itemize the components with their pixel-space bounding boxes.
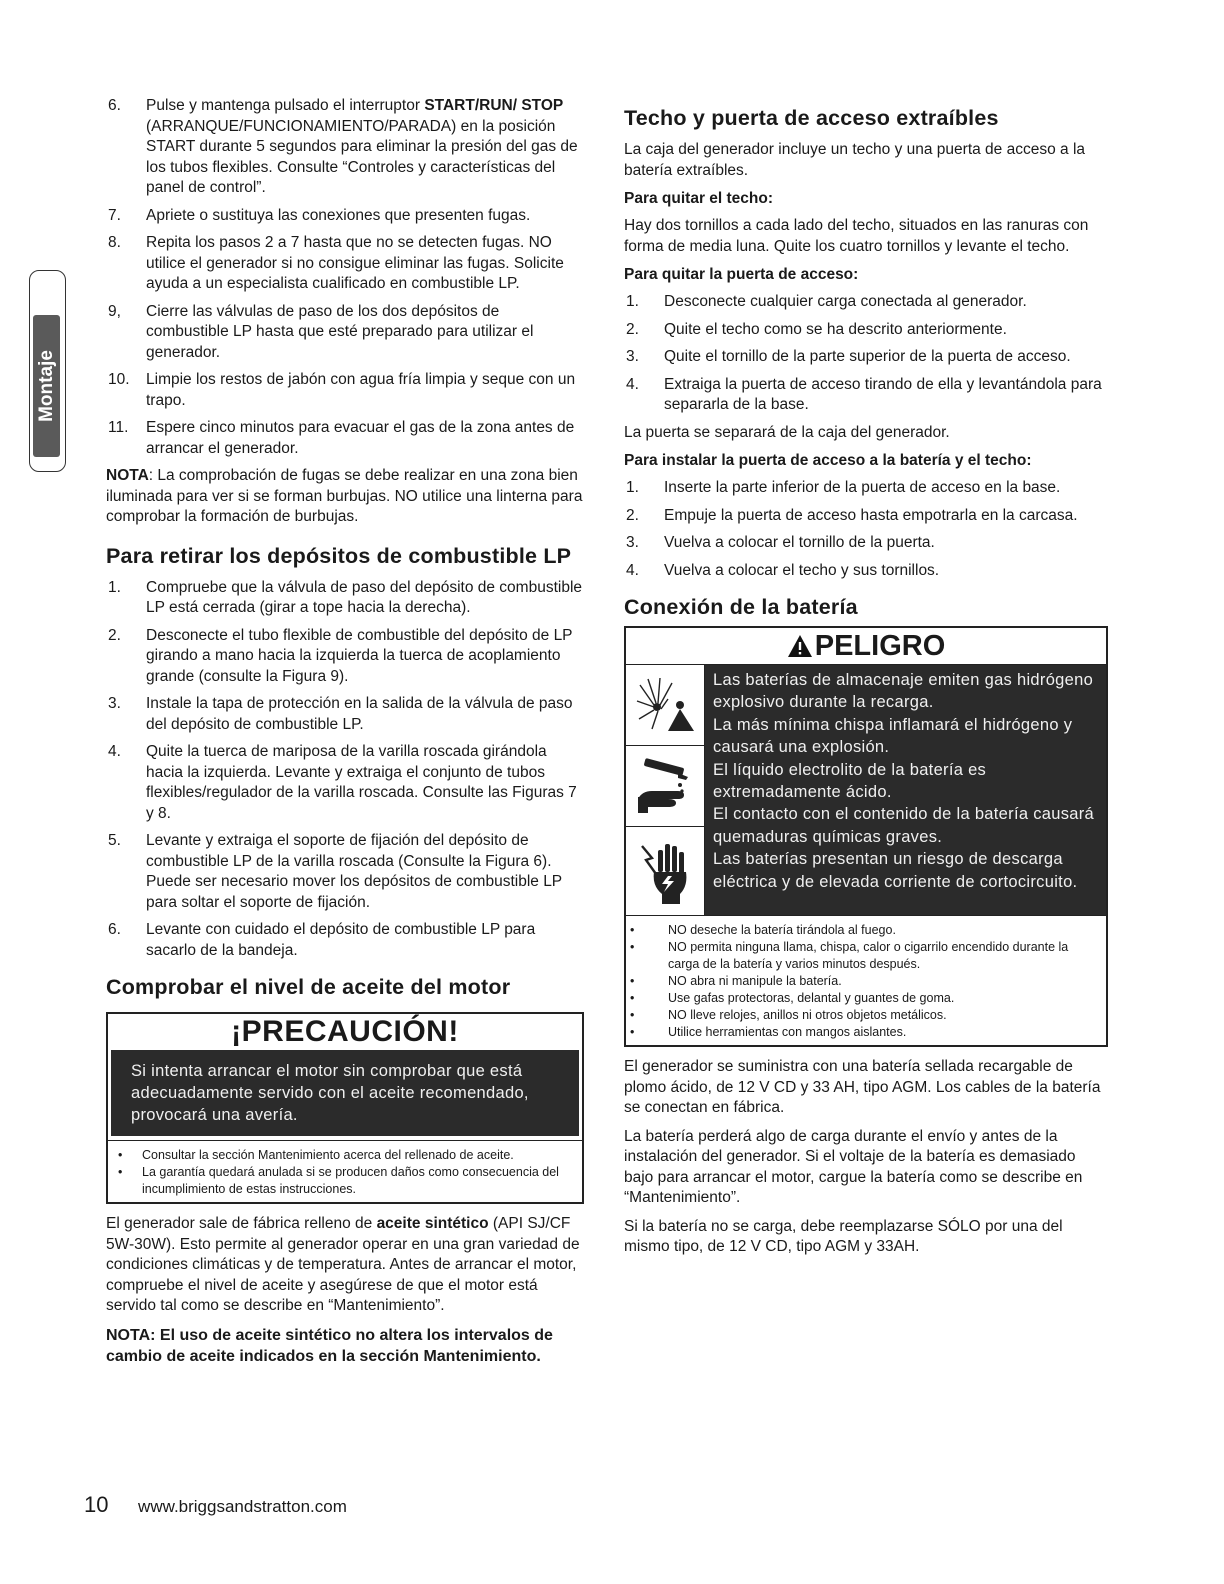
acid-hand-icon — [626, 746, 704, 827]
caution-title: ¡PRECAUCIÓN! — [231, 1015, 459, 1048]
list-item: 4. Extraiga la puerta de acceso tirando de ella y levantándola para separarla de la base. — [626, 375, 1102, 413]
list-item: 7. Apriete o sustituya las conexiones que presenten fugas. — [108, 206, 531, 224]
note-synthetic-oil: NOTA: El uso de aceite sintético no altera los intervalos de cambio de aceite indicados en la sección Mantenimiento. — [106, 1326, 553, 1365]
caution-box — [106, 1012, 584, 1204]
roof-intro: La caja del generador incluye un techo y una puerta de acceso a la batería extraíbles. — [624, 141, 1086, 179]
heading-roof-door: Techo y puerta de acceso extraíbles — [624, 106, 999, 130]
note-leak-test: NOTA: La comprobación de fugas se debe realizar en una zona bien iluminada para ver si se forman burbujas. NO utilice una linterna para comprobar la formación de burbujas. — [106, 467, 583, 525]
list-item: 11. Espere cinco minutos para evacuar el gas de la zona antes de arrancar el generador. — [108, 419, 575, 457]
leak-test-steps — [106, 96, 584, 459]
list-item: 3. Vuelva a colocar el tornillo de la puerta. — [626, 534, 935, 551]
danger-messages: Las baterías de almacenaje emiten gas hidrógeno explosivo durante la recarga. La más mínima chispa inflamará el hidrógeno y causará una explosión. El líquido electrolito de la batería es extremadamente ácido. El contacto con el contenido de la batería causará quemaduras químicas graves. Las baterías presentan un riesgo de descarga eléctrica y de elevada corriente de cortocircuito. — [705, 665, 1106, 915]
danger-bullets — [626, 916, 1106, 1045]
danger-box — [624, 626, 1108, 1047]
list-item: 2. Quite el techo como se ha descrito anteriormente. — [626, 320, 1007, 338]
list-item: • NO deseche la batería tirándola al fuego. — [630, 922, 1098, 939]
warning-triangle-icon — [787, 634, 813, 658]
heading-check-oil: Comprobar el nivel de aceite del motor — [106, 975, 511, 999]
list-item: • NO abra ni manipule la batería. — [630, 973, 1098, 990]
list-item: 4. Vuelva a colocar el techo y sus tornillos. — [626, 561, 940, 579]
list-item: 8. Repita los pasos 2 a 7 hasta que no se detecten fugas. NO utilice el generador si no consigue eliminar las fugas. Solicite ayuda a un especialista cualificado en combustible LP. — [108, 234, 564, 292]
caution-bullets — [108, 1140, 582, 1202]
door-separate-text: La puerta se separará de la caja del generador. — [624, 423, 950, 441]
caution-message: Si intenta arrancar el motor sin comprobar que está adecuadamente servido con el aceite recomendado, provocará una avería. — [111, 1050, 579, 1136]
list-item: • NO lleve relojes, anillos ni otros objetos metálicos. — [630, 1007, 1098, 1024]
list-item: • Consultar la sección Mantenimiento acerca del rellenado de aceite. — [118, 1147, 574, 1164]
list-item: 10. Limpie los restos de jabón con agua fría limpia y seque con un trapo. — [108, 371, 576, 409]
subheading-remove-door: Para quitar la puerta de acceso: — [624, 266, 859, 283]
website-url: www.briggsandstratton.com — [138, 1497, 347, 1516]
heading-battery: Conexión de la batería — [624, 595, 858, 619]
battery-paragraph-1: El generador se suministra con una batería sellada recargable de plomo ácido, de 12 V CD y 33 AH, tipo AGM. Los cables de la batería se conectan en fábrica. — [624, 1058, 1101, 1116]
section-tab — [29, 270, 66, 472]
oil-paragraph: El generador sale de fábrica relleno de aceite sintético (API SJ/CF 5W-30W). Esto permite al generador operar en una gran variedad de condiciones climáticas y de temperatura. Antes de arrancar el motor, compruebe el nivel de aceite y asegúrese de que el motor está servido tal como se describe en “Mantenimiento”. — [106, 1215, 580, 1314]
install-steps — [624, 478, 1108, 581]
remove-lp-steps — [106, 578, 584, 962]
electric-shock-icon — [626, 827, 704, 915]
section-tab-label: Montaje — [35, 350, 57, 422]
explosion-icon — [626, 665, 704, 746]
list-item: 6. Levante con cuidado el depósito de combustible LP para sacarlo de la bandeja. — [108, 921, 536, 959]
page-number: 10 — [84, 1492, 109, 1517]
list-item: 1. Inserte la parte inferior de la puerta de acceso en la base. — [626, 479, 1061, 496]
remove-door-steps — [624, 292, 1108, 416]
list-item: • La garantía quedará anulada si se producen daños como consecuencia del incumplimiento de estas instrucciones. — [118, 1164, 574, 1198]
right-column — [624, 96, 1108, 1266]
page-footer — [84, 1492, 347, 1518]
subheading-remove-roof: Para quitar el techo: — [624, 190, 774, 207]
remove-roof-text: Hay dos tornillos a cada lado del techo, situados en las ranuras con forma de media luna. Quite los cuatro tornillos y levante el techo. — [624, 217, 1089, 255]
list-item: • Use gafas protectoras, delantal y guantes de goma. — [630, 990, 1098, 1007]
danger-title: PELIGRO — [814, 630, 946, 662]
list-item: 2. Desconecte el tubo flexible de combustible del depósito de LP girando a mano hacia la izquierda la tuerca de acoplamiento grande (consulte la Figura 9). — [108, 626, 573, 685]
list-item: • Utilice herramientas con mangos aislantes. — [630, 1024, 1098, 1041]
left-column — [106, 96, 584, 1375]
subheading-install: Para instalar la puerta de acceso a la batería y el techo: — [624, 452, 1032, 469]
list-item: 5. Levante y extraiga el soporte de fijación del depósito de combustible LP de la varilla roscada (Consulte la Figura 6). Puede ser necesario mover los depósitos de combustible LP para soltar el soporte de fijación. — [108, 832, 562, 911]
list-item: 4. Quite la tuerca de mariposa de la varilla roscada girándola hacia la izquierda. Levante y extraiga el conjunto de tubos flexibles/regulador de la varilla roscada. Consulte las Figuras 7 y 8. — [108, 743, 577, 822]
list-item: 2. Empuje la puerta de acceso hasta empotrarla en la carcasa. — [626, 506, 1078, 524]
list-item: 3. Quite el tornillo de la parte superior de la puerta de acceso. — [626, 348, 1071, 365]
list-item: 1. Desconecte cualquier carga conectada al generador. — [626, 293, 1027, 310]
list-item: 9, Cierre las válvulas de paso de los dos depósitos de combustible LP hasta que esté preparado para utilizar el generador. — [108, 302, 534, 361]
list-item: 1. Compruebe que la válvula de paso del depósito de combustible LP está cerrada (girar a tope hacia la derecha). — [108, 578, 583, 616]
list-item: • NO permita ninguna llama, chispa, calor o cigarrilo encendido durante la carga de la batería y varios minutos después. — [630, 939, 1098, 973]
list-item: 3. Instale la tapa de protección en la salida de la válvula de paso del depósito de combustible LP. — [108, 695, 573, 733]
battery-paragraph-2: La batería perderá algo de carga durante el envío y antes de la instalación del generador. Si el voltaje de la batería es demasiado bajo para arrancar el motor, cargue la batería como se describe en “Mantenimiento”. — [624, 1127, 1083, 1206]
heading-remove-lp-tanks: Para retirar los depósitos de combustible LP — [106, 543, 572, 568]
list-item: 6. Pulse y mantenga pulsado el interruptor START/RUN/ STOP (ARRANQUE/FUNCIONAMIENTO/PARADA) en la posición START durante 5 segundos para eliminar la presión del gas de los tubos flexibles. Consulte “Controles y características del panel de control”. — [108, 97, 578, 196]
battery-paragraph-3: Si la batería no se carga, debe reemplazarse SÓLO por una del mismo tipo, de 12 V CD, tipo AGM y 33AH. — [624, 1217, 1063, 1255]
